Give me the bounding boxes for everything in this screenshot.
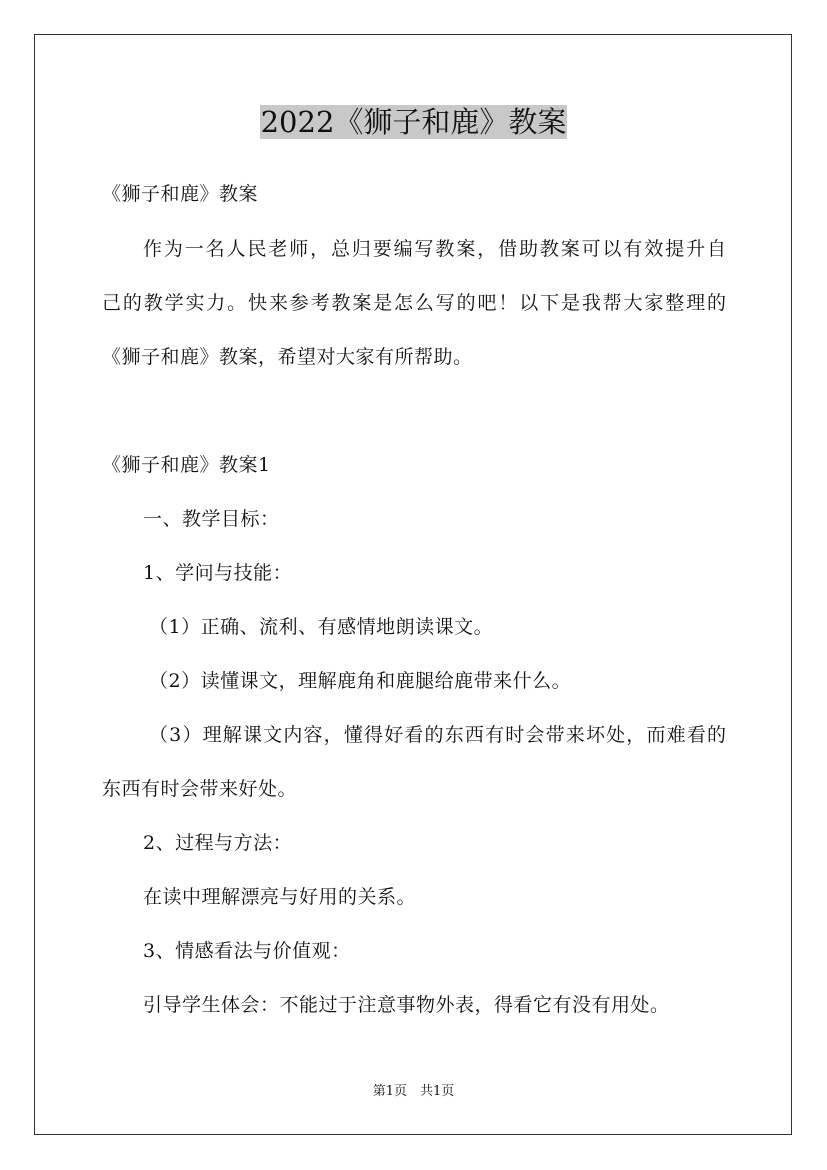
intro-line-1: 作为一名人民老师，总归要编写教案，借助教案可以有效提升自 [143,238,726,260]
document-title-text: 2022《狮子和鹿》教案 [260,105,567,139]
intro-line-2: 己的教学实力。快来参考教案是怎么写的吧！以下是我帮大家整理的 [102,292,726,314]
page-number: 第1页 共1页 [372,1084,455,1099]
knowledge-heading: 1、学问与技能： [143,562,293,584]
list-item-3-line-2: 东西有时会带来好处。 [102,778,298,800]
goals-heading: 一、教学目标： [143,508,280,530]
section-heading: 《狮子和鹿》教案1 [102,454,271,476]
emotion-heading: 3、情感看法与价值观： [143,940,351,962]
list-item-2: （2）读懂课文，理解鹿角和鹿腿给鹿带来什么。 [149,670,572,692]
document-title [0,100,827,144]
process-text: 在读中理解漂亮与好用的关系。 [143,886,417,908]
intro-line-3: 《狮子和鹿》教案，希望对大家有所帮助。 [102,346,473,368]
emotion-text: 引导学生体会：不能过于注意事物外表，得看它有没有用处。 [143,994,670,1016]
list-item-3-line-1: （3）理解课文内容，懂得好看的东西有时会带来坏处，而难看的 [149,724,726,746]
list-item-1: （1）正确、流利、有感情地朗读课文。 [149,616,494,638]
document-subtitle: 《狮子和鹿》教案 [102,183,259,205]
process-heading: 2、过程与方法： [143,832,293,854]
